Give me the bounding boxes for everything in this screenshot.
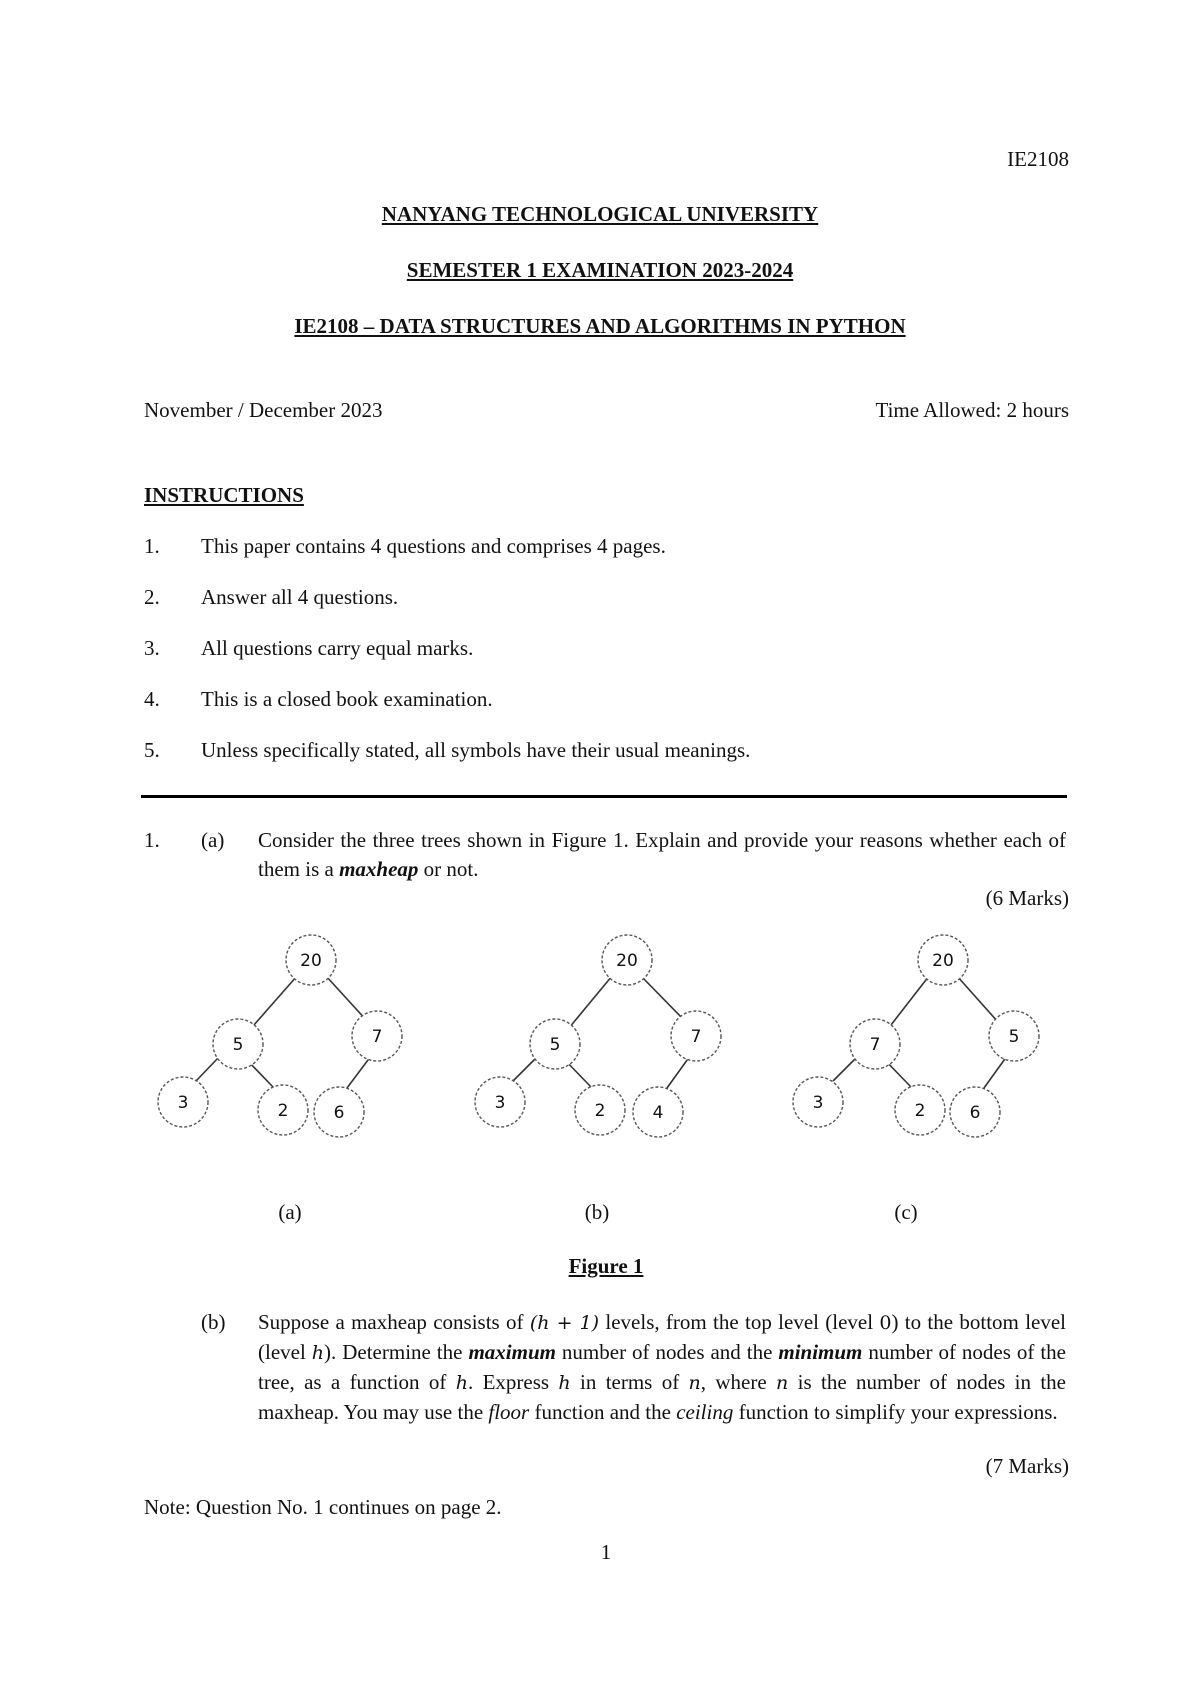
tree-c-right-value: 5: [1008, 1027, 1020, 1047]
part-a-marks: (6 Marks): [985, 886, 1069, 910]
tree-b-right-left-value: 4: [652, 1103, 664, 1123]
part-a-label: (a): [201, 828, 225, 852]
tree-a-right-value: 7: [371, 1027, 383, 1047]
tree-b-right-value: 7: [690, 1027, 702, 1047]
tree-c-root-value: 20: [932, 951, 954, 971]
part-a-text: Consider the three trees shown in Figure 1. Explain and provide your reasons whether each of them is a maxheap or not.: [258, 828, 1066, 881]
part-b-marks: (7 Marks): [985, 1454, 1069, 1478]
time-allowed: Time Allowed: 2 hours: [875, 398, 1069, 422]
tree-c-left-right-value: 2: [914, 1101, 926, 1121]
tree-c-left-value: 7: [869, 1035, 881, 1055]
instruction-text: Answer all 4 questions.: [201, 585, 399, 609]
instruction-number: 1.: [144, 534, 160, 558]
course-code: IE2108: [1007, 147, 1069, 171]
instruction-number: 5.: [144, 738, 160, 762]
exam-title: SEMESTER 1 EXAMINATION 2023-2024: [406, 258, 794, 282]
continuation-note: Note: Question No. 1 continues on page 2.: [144, 1495, 502, 1519]
tree-c-caption: (c): [894, 1200, 918, 1224]
tree-a-right-left-value: 6: [333, 1103, 345, 1123]
instruction-number: 3.: [144, 636, 160, 660]
instruction-text: This is a closed book examination.: [201, 687, 493, 711]
part-b-text: Suppose a maxheap consists of (h + 1) levels, from the top level (level 0) to the bottom level (level h). Determine the maximum number of nodes and the minimum number of nodes of the tree, as a function of h. Express h in terms of n, where n is the number of nodes in the maxheap. You may use the floor function and the ceiling function to simplify your expressions.: [258, 1310, 1066, 1424]
page-number: 1: [600, 1540, 612, 1564]
section-divider: [141, 795, 1067, 798]
exam-date: November / December 2023: [144, 398, 383, 422]
tree-c-right-left-value: 6: [969, 1103, 981, 1123]
tree-b-left-value: 5: [549, 1035, 561, 1055]
instruction-text: All questions carry equal marks.: [201, 636, 474, 660]
tree-b-left-left-value: 3: [494, 1093, 506, 1113]
instruction-text: Unless specifically stated, all symbols have their usual meanings.: [201, 738, 751, 762]
tree-a-caption: (a): [278, 1200, 302, 1224]
tree-a-left-right-value: 2: [277, 1101, 289, 1121]
tree-a-left-left-value: 3: [177, 1093, 189, 1113]
tree-a-root-value: 20: [300, 951, 322, 971]
instruction-number: 4.: [144, 687, 160, 711]
tree-c-left-left-value: 3: [812, 1093, 824, 1113]
figure-1-trees: [0, 930, 1200, 1180]
part-a-emphasis: maxheap: [339, 857, 419, 881]
tree-b-left-right-value: 2: [594, 1101, 606, 1121]
instructions-title: INSTRUCTIONS: [144, 483, 304, 507]
instruction-text: This paper contains 4 questions and comprises 4 pages.: [201, 534, 666, 558]
figure-title: Figure 1: [568, 1254, 644, 1278]
instruction-number: 2.: [144, 585, 160, 609]
course-title: IE2108 – DATA STRUCTURES AND ALGORITHMS IN PYTHON: [294, 314, 906, 338]
question-number: 1.: [144, 828, 160, 852]
part-b-label: (b): [201, 1310, 226, 1334]
tree-b-root-value: 20: [616, 951, 638, 971]
tree-a-left-value: 5: [232, 1035, 244, 1055]
tree-b-caption: (b): [584, 1200, 610, 1224]
university-title: NANYANG TECHNOLOGICAL UNIVERSITY: [381, 202, 819, 226]
